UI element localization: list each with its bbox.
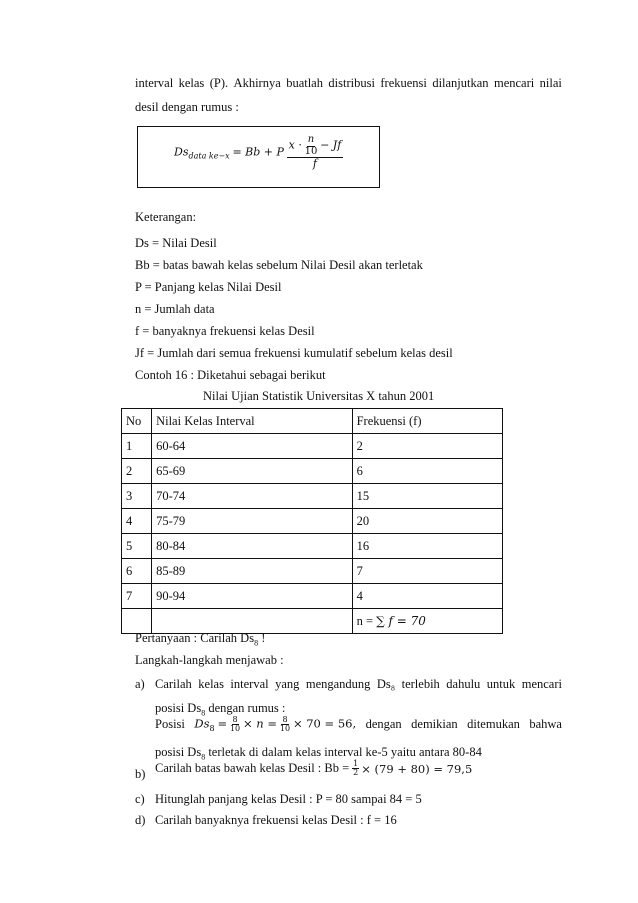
header-frequency: Frekuensi (f) — [352, 409, 502, 434]
eight-tenths: $\frac{8}{10}$ — [229, 715, 241, 734]
cell-frequency: 16 — [352, 534, 502, 559]
decile-formula: $Ds_{data ke-x} = Bb + P$ x · $\frac{n}{10}$ − Jf f — [174, 134, 342, 170]
table-total-row — [122, 609, 503, 634]
pertanyaan: Pertanyaan : Carilah $Ds_8$ ! — [135, 631, 266, 648]
cell-no: 2 — [122, 459, 152, 484]
cell-interval: 75-79 — [152, 509, 353, 534]
cell-interval: 60-64 — [152, 434, 353, 459]
table-row — [122, 484, 503, 509]
step-a-line-4: posisi $Ds_8$ terletak di dalam kelas interval ke-5 yaitu antara 80-84 — [155, 745, 482, 762]
step-c-line: Hitunglah panjang kelas Desil : P = 80 sampai 84 = 5 — [155, 792, 422, 806]
step-a-line-2: posisi $Ds_8$ dengan rumus : — [155, 701, 286, 718]
frequency-table — [121, 408, 503, 634]
cell-frequency: 20 — [352, 509, 502, 534]
table-row — [122, 584, 503, 609]
cell-total: n = ∑ f = 70 — [352, 609, 502, 634]
step-c-marker: c) — [135, 792, 145, 806]
cell-interval: 80-84 — [152, 534, 353, 559]
cell-empty — [122, 609, 152, 634]
table-row — [122, 459, 503, 484]
keterangan-item-jf: Jf = Jumlah dari semua frekuensi kumulatif sebelum kelas desil — [135, 346, 453, 360]
intro-line-2: desil dengan rumus : — [135, 100, 239, 114]
table-header-row — [122, 409, 503, 434]
step-b-marker: b) — [135, 767, 146, 781]
cell-no: 5 — [122, 534, 152, 559]
step-d-line: Carilah banyaknya frekuensi kelas Desil : f = 16 — [155, 813, 397, 827]
table-row — [122, 559, 503, 584]
cell-frequency: 4 — [352, 584, 502, 609]
cell-no: 1 — [122, 434, 152, 459]
cell-frequency: 6 — [352, 459, 502, 484]
contoh-label: Contoh 16 : Diketahui sebagai berikut — [135, 368, 326, 382]
keterangan-item-bb: Bb = batas bawah kelas sebelum Nilai Desil akan terletak — [135, 258, 423, 272]
cell-no: 7 — [122, 584, 152, 609]
cell-no: 4 — [122, 509, 152, 534]
keterangan-item-f: f = banyaknya frekuensi kelas Desil — [135, 324, 315, 338]
cell-interval: 70-74 — [152, 484, 353, 509]
step-a-line-1: Carilah kelas interval yang mengandung Ds₈ terlebih dahulu untuk mencari — [155, 677, 562, 691]
formula-box — [137, 126, 380, 188]
header-interval: Nilai Kelas Interval — [152, 409, 353, 434]
keterangan-item-p: P = Panjang kelas Nilai Desil — [135, 280, 282, 294]
table-title: Nilai Ujian Statistik Universitas X tahun 2001 — [203, 389, 435, 403]
eight-tenths: $\frac{8}{10}$ — [279, 715, 291, 734]
cell-interval: 65-69 — [152, 459, 353, 484]
cell-no: 6 — [122, 559, 152, 584]
table-row — [122, 509, 503, 534]
table-row — [122, 434, 503, 459]
cell-frequency: 15 — [352, 484, 502, 509]
cell-interval: 90-94 — [152, 584, 353, 609]
keterangan-heading: Keterangan: — [135, 210, 197, 224]
table-row — [122, 534, 503, 559]
step-b-line: Carilah batas bawah kelas Desil : Bb = $\frac{1}{2}$ × (79 + 80) = 79,5 — [155, 759, 473, 778]
total-sum: ∑ f = 70 — [376, 613, 426, 628]
header-no: No — [122, 409, 152, 434]
cell-frequency: 2 — [352, 434, 502, 459]
intro-line-1: interval kelas (P). Akhirnya buatlah distribusi frekuensi dilanjutkan mencari nilai — [135, 76, 562, 90]
formula-fraction: x · $\frac{n}{10}$ − Jf f — [288, 134, 342, 170]
cell-interval: 85-89 — [152, 559, 353, 584]
cell-frequency: 7 — [352, 559, 502, 584]
step-a-marker: a) — [135, 677, 145, 691]
step-a-line-3: Posisi $Ds_8$ = $\frac{8}{10}$ × n = $\frac{8}{10}$ × 70 = 56, dengan demikian ditemukan bahwa — [155, 715, 562, 734]
posisi-formula: $Ds_8$ = $\frac{8}{10}$ × n = $\frac{8}{10}$ × 70 = 56, — [194, 715, 357, 734]
keterangan-item-n: n = Jumlah data — [135, 302, 215, 316]
cell-no: 3 — [122, 484, 152, 509]
langkah-heading: Langkah-langkah menjawab : — [135, 653, 284, 667]
keterangan-item-ds: Ds = Nilai Desil — [135, 236, 217, 250]
cell-empty — [152, 609, 353, 634]
n-over-10: $\frac{n}{10}$ — [304, 134, 318, 157]
step-d-marker: d) — [135, 813, 146, 827]
one-half: $\frac{1}{2}$ — [353, 759, 359, 778]
